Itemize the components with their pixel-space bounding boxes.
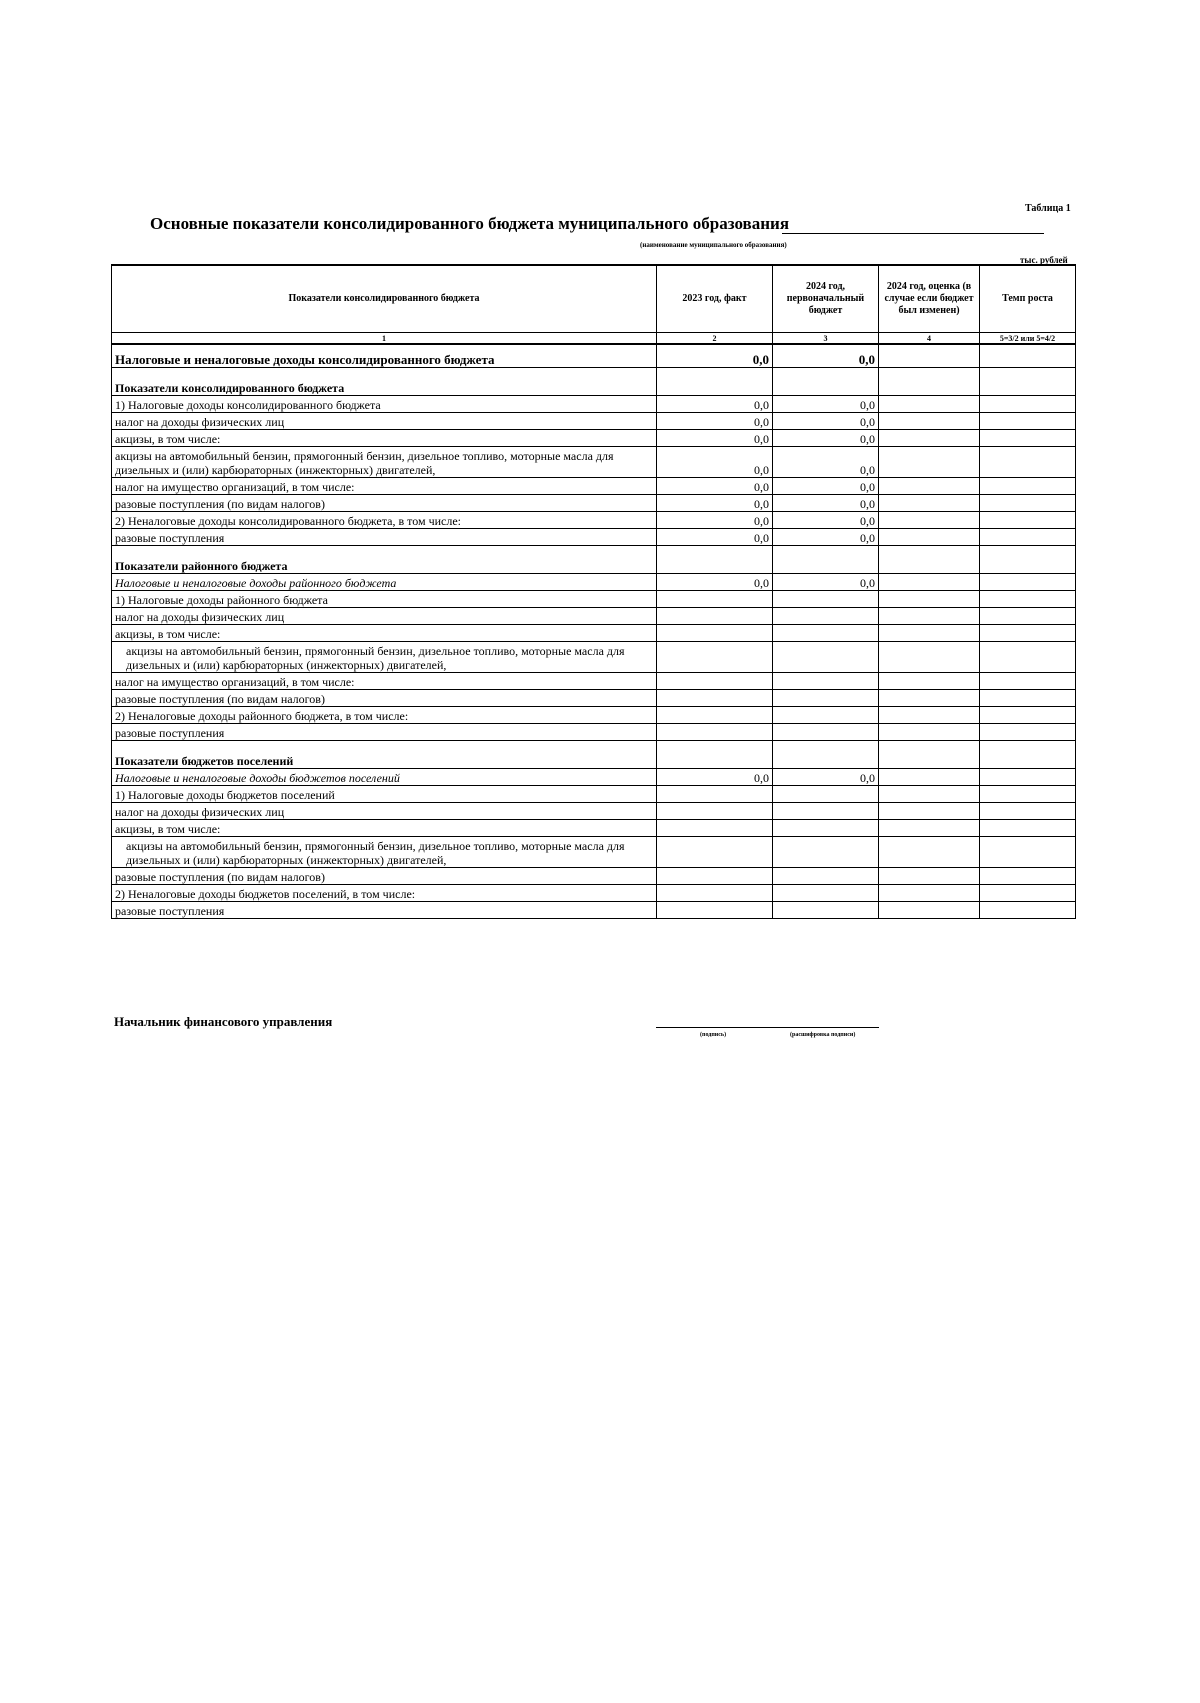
row-value <box>879 707 980 724</box>
row-value <box>879 820 980 837</box>
row-label: налог на имущество организаций, в том числе: <box>112 673 657 690</box>
row-value <box>879 642 980 673</box>
table-row <box>112 724 1076 741</box>
row-value: 0,0 <box>773 512 879 529</box>
row-value <box>879 396 980 413</box>
row-value: 0,0 <box>657 495 773 512</box>
row-label: налог на доходы физических лиц <box>112 413 657 430</box>
row-value <box>879 673 980 690</box>
row-value <box>879 368 980 396</box>
row-value <box>980 591 1076 608</box>
row-value: 0,0 <box>773 769 879 786</box>
row-value <box>657 368 773 396</box>
row-label: налог на доходы физических лиц <box>112 608 657 625</box>
municipality-name-line <box>782 233 1044 234</box>
row-value <box>980 868 1076 885</box>
row-label: 1) Налоговые доходы бюджетов поселений <box>112 786 657 803</box>
row-value <box>773 724 879 741</box>
row-value <box>879 769 980 786</box>
row-label: Показатели районного бюджета <box>112 546 657 574</box>
row-label: Показатели бюджетов поселений <box>112 741 657 769</box>
column-number-row <box>112 333 1076 345</box>
table-row <box>112 673 1076 690</box>
row-value <box>879 546 980 574</box>
row-value: 0,0 <box>657 574 773 591</box>
row-value: 0,0 <box>657 512 773 529</box>
row-value <box>879 608 980 625</box>
table-label: Таблица 1 <box>1025 203 1071 214</box>
row-value <box>879 724 980 741</box>
table-row <box>112 803 1076 820</box>
row-value <box>657 707 773 724</box>
row-value <box>879 837 980 868</box>
column-number: 5=3/2 или 5=4/2 <box>980 333 1076 345</box>
table-body <box>112 344 1076 919</box>
row-value <box>773 625 879 642</box>
row-value <box>879 625 980 642</box>
column-header: Темп роста <box>980 265 1076 333</box>
table-row <box>112 837 1076 868</box>
column-header: 2024 год, первоначальный бюджет <box>773 265 879 333</box>
row-label: акцизы, в том числе: <box>112 820 657 837</box>
row-label: акцизы, в том числе: <box>112 430 657 447</box>
row-label: 2) Неналоговые доходы бюджетов поселений, в том числе: <box>112 885 657 902</box>
row-value <box>980 786 1076 803</box>
row-value: 0,0 <box>657 529 773 546</box>
table-row <box>112 546 1076 574</box>
column-number: 1 <box>112 333 657 345</box>
row-value <box>773 591 879 608</box>
row-value <box>879 803 980 820</box>
column-header: 2024 год, оценка (в случае если бюджет был изменен) <box>879 265 980 333</box>
table-row <box>112 707 1076 724</box>
row-value <box>879 690 980 707</box>
row-value <box>773 673 879 690</box>
table-row <box>112 574 1076 591</box>
row-label: разовые поступления (по видам налогов) <box>112 868 657 885</box>
signatory-title: Начальник финансового управления <box>114 1014 333 1029</box>
row-value <box>980 707 1076 724</box>
row-value <box>657 608 773 625</box>
row-value <box>980 512 1076 529</box>
row-value <box>657 786 773 803</box>
row-label: разовые поступления <box>112 529 657 546</box>
row-value <box>657 642 773 673</box>
row-label: налог на имущество организаций, в том числе: <box>112 478 657 495</box>
table-row <box>112 591 1076 608</box>
row-label: 1) Налоговые доходы районного бюджета <box>112 591 657 608</box>
row-value <box>980 344 1076 368</box>
table-row <box>112 786 1076 803</box>
row-value <box>879 447 980 478</box>
row-label: Налоговые и неналоговые доходы консолидированного бюджета <box>112 344 657 368</box>
table-row <box>112 478 1076 495</box>
row-value <box>980 803 1076 820</box>
table-row <box>112 769 1076 786</box>
table-row <box>112 690 1076 707</box>
table-row <box>112 495 1076 512</box>
row-value <box>657 820 773 837</box>
row-value <box>773 642 879 673</box>
table-row <box>112 430 1076 447</box>
row-value <box>879 741 980 769</box>
row-label: 1) Налоговые доходы консолидированного бюджета <box>112 396 657 413</box>
row-value: 0,0 <box>773 529 879 546</box>
row-value: 0,0 <box>773 447 879 478</box>
row-value <box>657 625 773 642</box>
table-row <box>112 820 1076 837</box>
table-row <box>112 902 1076 919</box>
budget-indicators-table <box>111 264 1076 919</box>
row-value <box>980 608 1076 625</box>
row-value <box>980 396 1076 413</box>
row-value: 0,0 <box>773 478 879 495</box>
row-label: разовые поступления (по видам налогов) <box>112 690 657 707</box>
row-value <box>773 786 879 803</box>
table-row <box>112 368 1076 396</box>
signature-decoding-caption: (расшифровка подписи) <box>790 1032 856 1038</box>
row-value <box>773 902 879 919</box>
row-value <box>657 837 773 868</box>
table-row <box>112 396 1076 413</box>
row-value <box>773 368 879 396</box>
row-label: 2) Неналоговые доходы консолидированного бюджета, в том числе: <box>112 512 657 529</box>
row-value <box>657 546 773 574</box>
row-label: акцизы на автомобильный бензин, прямогонный бензин, дизельное топливо, моторные масла для дизельных и (или) карбюраторных (инжекторных) двигателей, <box>112 837 657 868</box>
row-label: налог на доходы физических лиц <box>112 803 657 820</box>
table-row <box>112 413 1076 430</box>
row-value <box>980 495 1076 512</box>
row-label: разовые поступления <box>112 902 657 919</box>
row-value <box>773 608 879 625</box>
row-value <box>773 707 879 724</box>
signature-line <box>656 1027 879 1028</box>
table-row <box>112 868 1076 885</box>
column-number: 4 <box>879 333 980 345</box>
table-row <box>112 625 1076 642</box>
row-value <box>773 741 879 769</box>
row-value <box>773 837 879 868</box>
unit-label: тыс. рублей <box>1020 255 1068 265</box>
row-value <box>773 885 879 902</box>
row-value: 0,0 <box>773 574 879 591</box>
row-value <box>980 478 1076 495</box>
table-header-row <box>112 265 1076 333</box>
column-header: 2023 год, факт <box>657 265 773 333</box>
row-value <box>879 786 980 803</box>
row-value <box>657 690 773 707</box>
row-label: Налоговые и неналоговые доходы бюджетов поселений <box>112 769 657 786</box>
municipality-name-caption: (наименование муниципального образования) <box>640 241 787 249</box>
row-label: Налоговые и неналоговые доходы районного бюджета <box>112 574 657 591</box>
row-value: 0,0 <box>773 430 879 447</box>
row-value: 0,0 <box>657 430 773 447</box>
row-value <box>879 478 980 495</box>
row-value <box>773 690 879 707</box>
row-value <box>657 868 773 885</box>
row-value <box>980 724 1076 741</box>
row-value <box>657 591 773 608</box>
row-value: 0,0 <box>773 396 879 413</box>
row-label: разовые поступления <box>112 724 657 741</box>
row-value <box>879 574 980 591</box>
row-value <box>980 769 1076 786</box>
row-value: 0,0 <box>657 396 773 413</box>
column-number: 3 <box>773 333 879 345</box>
row-value: 0,0 <box>773 413 879 430</box>
signature-caption: (подпись) <box>700 1032 727 1038</box>
table-row <box>112 447 1076 478</box>
table-row <box>112 512 1076 529</box>
row-value <box>980 820 1076 837</box>
row-value: 0,0 <box>657 769 773 786</box>
row-value <box>657 902 773 919</box>
row-value: 0,0 <box>657 344 773 368</box>
table-row <box>112 741 1076 769</box>
row-value <box>980 574 1076 591</box>
document-title: Основные показатели консолидированного бюджета муниципального образования <box>150 214 790 233</box>
row-value <box>980 430 1076 447</box>
row-value <box>879 885 980 902</box>
column-number: 2 <box>657 333 773 345</box>
row-value <box>879 413 980 430</box>
row-value <box>879 430 980 447</box>
row-label: акцизы, в том числе: <box>112 625 657 642</box>
row-value: 0,0 <box>657 478 773 495</box>
row-value <box>657 885 773 902</box>
table-row <box>112 642 1076 673</box>
row-label: Показатели консолидированного бюджета <box>112 368 657 396</box>
row-value <box>657 673 773 690</box>
row-value <box>980 447 1076 478</box>
table-row <box>112 885 1076 902</box>
table-row <box>112 608 1076 625</box>
row-value <box>879 495 980 512</box>
row-value: 0,0 <box>773 344 879 368</box>
row-value <box>657 741 773 769</box>
row-value <box>980 902 1076 919</box>
row-value <box>773 803 879 820</box>
row-value <box>879 512 980 529</box>
row-value <box>980 673 1076 690</box>
row-value <box>879 591 980 608</box>
row-value <box>879 868 980 885</box>
row-value <box>980 642 1076 673</box>
row-value <box>980 625 1076 642</box>
row-value: 0,0 <box>657 447 773 478</box>
row-label: акцизы на автомобильный бензин, прямогонный бензин, дизельное топливо, моторные масла для дизельных и (или) карбюраторных (инжекторных) двигателей, <box>112 642 657 673</box>
row-value <box>980 885 1076 902</box>
row-value <box>879 529 980 546</box>
row-value: 0,0 <box>657 413 773 430</box>
row-label: акцизы на автомобильный бензин, прямогонный бензин, дизельное топливо, моторные масла для дизельных и (или) карбюраторных (инжекторных) двигателей, <box>112 447 657 478</box>
row-value <box>773 546 879 574</box>
row-value <box>773 820 879 837</box>
row-value <box>879 902 980 919</box>
row-value <box>980 368 1076 396</box>
row-value <box>657 803 773 820</box>
row-value <box>980 529 1076 546</box>
row-value <box>879 344 980 368</box>
column-header: Показатели консолидированного бюджета <box>112 265 657 333</box>
row-value <box>980 546 1076 574</box>
row-value <box>657 724 773 741</box>
row-value <box>980 690 1076 707</box>
table-row <box>112 529 1076 546</box>
row-value <box>980 413 1076 430</box>
row-label: 2) Неналоговые доходы районного бюджета, в том числе: <box>112 707 657 724</box>
row-label: разовые поступления (по видам налогов) <box>112 495 657 512</box>
row-value <box>980 837 1076 868</box>
table-row <box>112 344 1076 368</box>
row-value: 0,0 <box>773 495 879 512</box>
row-value <box>773 868 879 885</box>
row-value <box>980 741 1076 769</box>
